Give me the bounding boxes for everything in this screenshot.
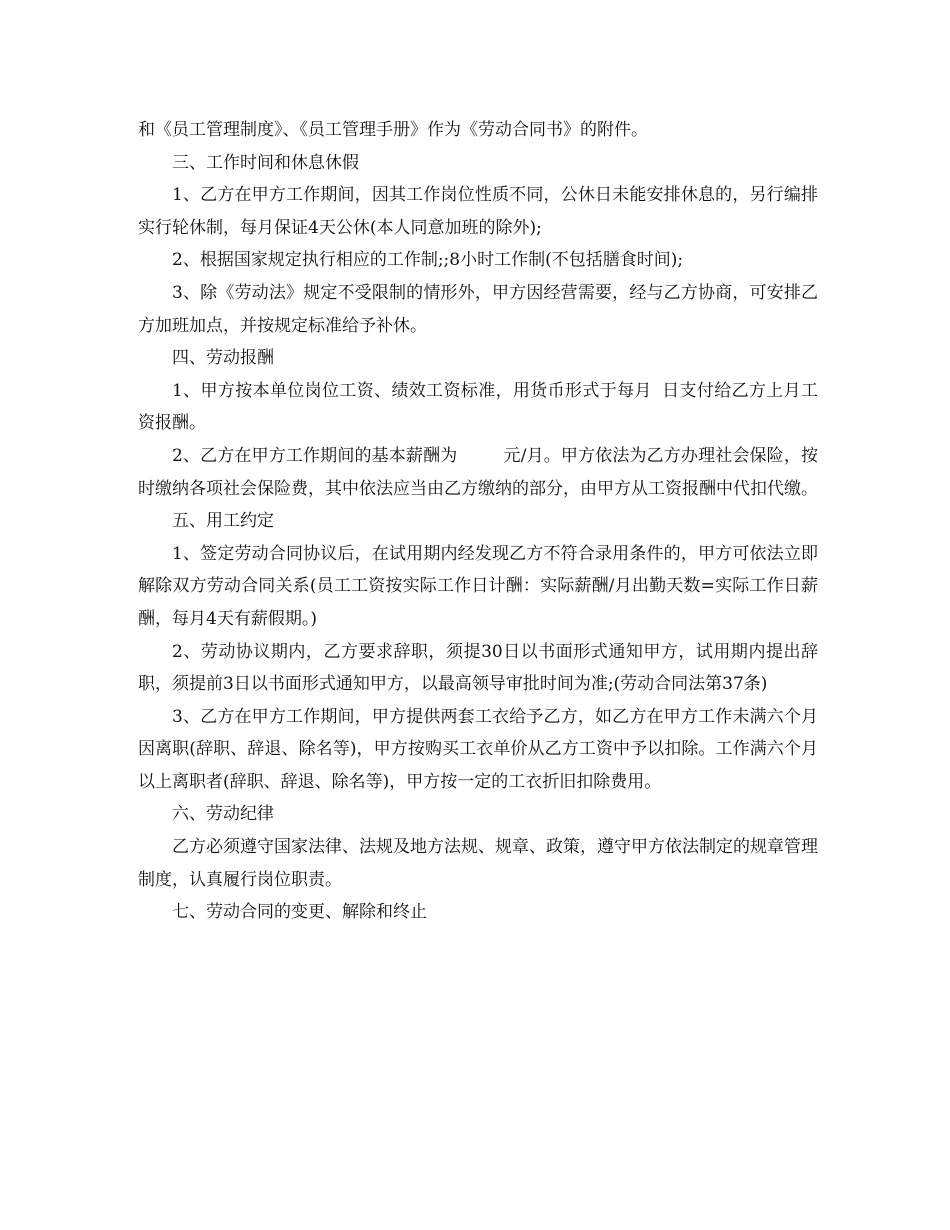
paragraph-uniforms: 3、乙方在甲方工作期间，甲方提供两套工衣给予乙方，如乙方在甲方工作未满六个月因离职(辞职、辞退、除名等)，甲方按购买工衣单价从乙方工资中予以扣除。工作满六个月以上离职者(辞职、辞退、除名等)，甲方按一定的工衣折旧扣除费用。 <box>138 706 818 792</box>
paragraph-work-system: 2、根据国家规定执行相应的工作制;;8小时工作制(不包括膳食时间); <box>172 250 684 271</box>
paragraph-base-salary-part2: 元/月。甲方依法为乙方办理社会保险，按时缴纳各项社会保险费，其中依法应当由乙方缴纳的部分，由甲方从工资报酬中代扣代缴。 <box>138 445 818 499</box>
paragraph-attachments: 和《员工管理制度》、《员工管理手册》作为《劳动合同书》的附件。 <box>138 120 648 140</box>
section-heading-contract-changes: 七、劳动合同的变更、解除和终止 <box>172 902 427 923</box>
section-heading-discipline: 六、劳动纪律 <box>172 804 274 825</box>
section-heading-remuneration: 四、劳动报酬 <box>172 348 274 369</box>
paragraph-probation: 1、签定劳动合同协议后，在试用期内经发现乙方不符合录用条件的，甲方可依法立即解除双方劳动合同关系(员工工资按实际工作日计酬：实际薪酬/月出勤天数=实际工作日薪酬，每月4天有薪假期。) <box>138 543 818 629</box>
paragraph-resignation: 2、劳动协议期内，乙方要求辞职，须提30日以书面形式通知甲方，试用期内提出辞职，须提前3日以书面形式通知甲方，以最高领导审批时间为准;(劳动合同法第37条) <box>138 641 818 695</box>
section-heading-employment-terms: 五、用工约定 <box>172 511 274 532</box>
paragraph-payment-date <box>138 375 818 440</box>
paragraph-base-salary <box>138 440 818 505</box>
paragraph-base-salary-part1: 2、乙方在甲方工作期间的基本薪酬为 <box>172 445 458 466</box>
paragraph-payment-date-part1: 1、甲方按本单位岗位工资、绩效工资标准，用货币形式于每月 <box>172 380 652 401</box>
paragraph-discipline: 乙方必须遵守国家法律、法规及地方法规、规章、政策，遵守甲方依法制定的规章管理制度，认真履行岗位职责。 <box>138 837 818 890</box>
document-body <box>138 114 818 929</box>
paragraph-overtime: 3、除《劳动法》规定不受限制的情形外，甲方因经营需要，经与乙方协商，可安排乙方加班加点，并按规定标准给予补休。 <box>138 282 818 336</box>
paragraph-rotating-rest: 1、乙方在甲方工作期间，因其工作岗位性质不同，公休日未能安排休息的，另行编排实行轮休制，每月保证4天公休(本人同意加班的除外); <box>138 185 818 238</box>
paragraph-payment-date-part2: 日支付给乙方上月工资报酬。 <box>138 380 819 434</box>
section-heading-working-hours: 三、工作时间和休息休假 <box>172 152 359 173</box>
